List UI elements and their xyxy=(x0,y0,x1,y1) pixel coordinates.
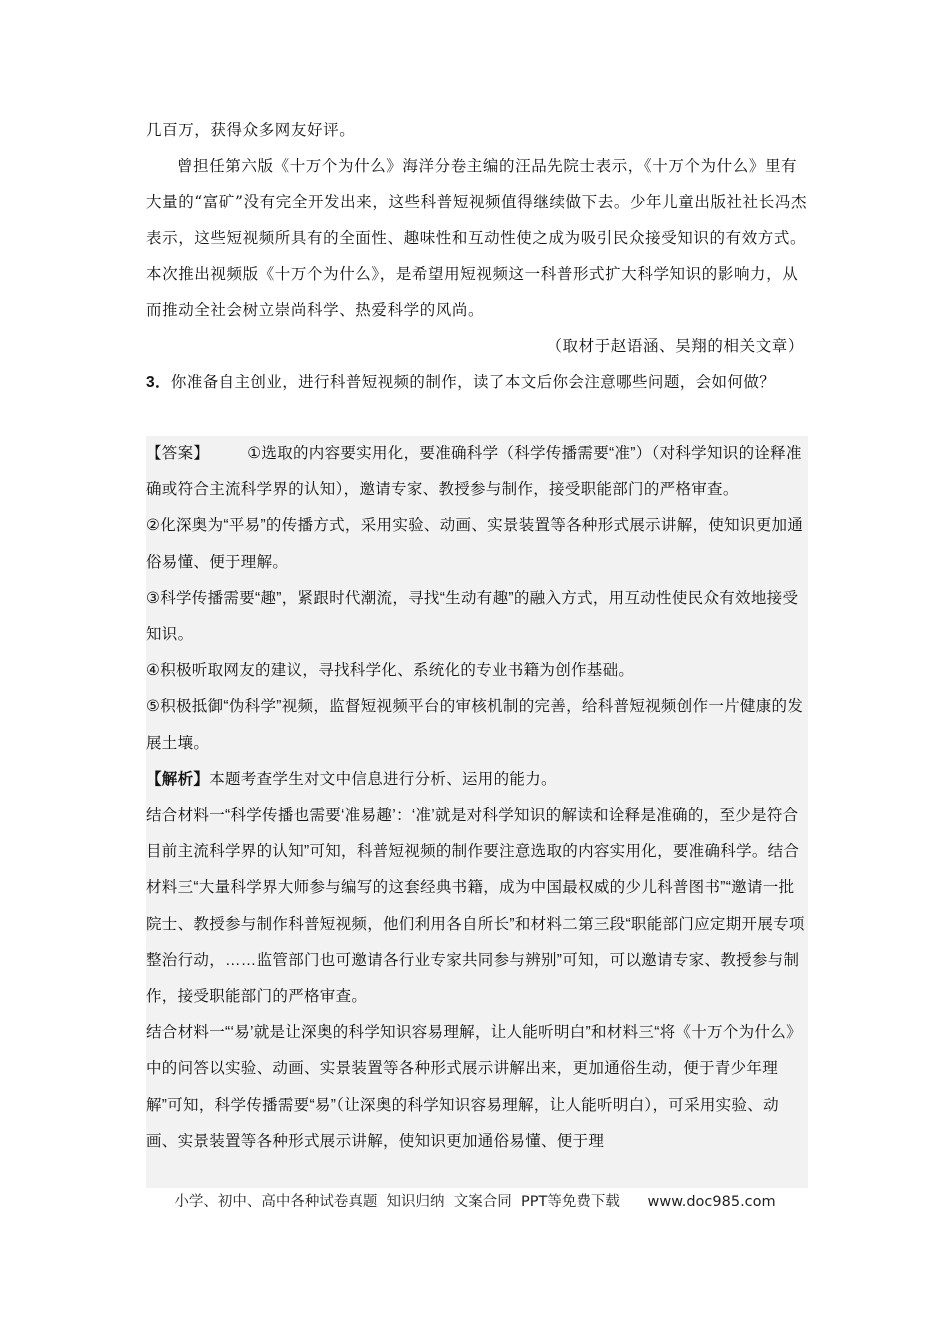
analysis-intro xyxy=(146,762,808,798)
answer-point-3: ③科学传播需要“趣”，紧跟时代潮流，寻找“生动有趣”的融入方式，用互动性使民众有效地接受知识。 xyxy=(146,589,799,644)
question-3 xyxy=(146,364,808,401)
reading-passage xyxy=(146,112,808,364)
footer-site-link[interactable]: www.doc985.com xyxy=(647,1194,776,1210)
answer-point-1 xyxy=(146,436,808,508)
answer-point-2: ②化深奥为“平易”的传播方式，采用实验、动画、实景装置等各种形式展示讲解，使知识更加通俗易懂、便于理解。 xyxy=(146,517,804,571)
question-number: 3． xyxy=(146,374,171,391)
answer-tag: 【答案】 xyxy=(146,445,210,462)
footer-text: 小学、初中、高中各种试卷真题 知识归纳 文案合同 PPT等免费下载 xyxy=(174,1194,620,1210)
analysis-paragraph-1: 结合材料一“科学传播也需要‘准易趣’：‘准’就是对科学知识的解读和诠释是准确的，至少是符合目前主流科学界的认知”可知，科普短视频的制作要注意选取的内容实用化，要准确科学。结合材料三“大量科学界大师参与编写的这套经典书籍，成为中国最权威的少儿科普图书”“邀请一批院士、教授参与制作科普短视频，他们利用各自所长”和材料二第三段“职能部门应定期开展专项整治行动，……监管部门也可邀请各行业专家共同参与辨别”可知，可以邀请专家、教授参与制作，接受职能部门的严格审查。 xyxy=(146,807,805,1006)
passage-source: （取材于赵语涵、吴翔的相关文章） xyxy=(546,337,804,355)
analysis-paragraph-2: 结合材料一“‘易’就是让深奥的科学知识容易理解，让人能听明白”和材料三“将《十万个为什么》中的问答以实验、动画、实景装置等各种形式展示讲解出来，更加通俗生动，便于青少年理解”可知，科学传播需要“易”（让深奥的科学知识容易理解，让人能听明白），可采用实验、动画、实景装置等各种形式展示讲解，使知识更加通俗易懂、便于理 xyxy=(146,1024,802,1150)
answer-point-text: ①选取的内容要实用化，要准确科学（科学传播需要“准”）（对科学知识的诠释准确或符合主流科学界的认知），邀请专家、教授参与制作，接受职能部门的严格审查。 xyxy=(146,445,802,499)
answer-point-4: ④积极听取网友的建议，寻找科学化、系统化的专业书籍为创作基础。 xyxy=(146,662,635,680)
page-footer xyxy=(0,1192,950,1212)
answer-analysis-block xyxy=(146,436,808,1188)
analysis-tag: 【解析】 xyxy=(146,770,210,788)
answer-point-5: ⑤积极抵御“伪科学”视频，监督短视频平台的审核机制的完善，给科普短视频创作一片健康的发展土壤。 xyxy=(146,698,804,752)
passage-line-continuation: 几百万，获得众多网友好评。 xyxy=(146,121,356,139)
question-text: 你准备自主创业，进行科普短视频的制作，读了本文后你会注意哪些问题，会如何做？ xyxy=(170,373,776,391)
passage-paragraph: 曾担任第六版《十万个为什么》海洋分卷主编的汪品先院士表示，《十万个为什么》里有大量的“富矿”没有完全开发出来，这些科普短视频值得继续做下去。少年儿童出版社社长冯杰表示，这些短视频所具有的全面性、趣味性和互动性使之成为吸引民众接受知识的有效方式。本次推出视频版《十万个为什么》，是希望用短视频这一科普形式扩大科学知识的影响力，从而推动全社会树立崇尚科学、热爱科学的风尚。 xyxy=(146,157,808,319)
analysis-intro-text: 本题考查学生对文中信息进行分析、运用的能力。 xyxy=(209,770,557,788)
